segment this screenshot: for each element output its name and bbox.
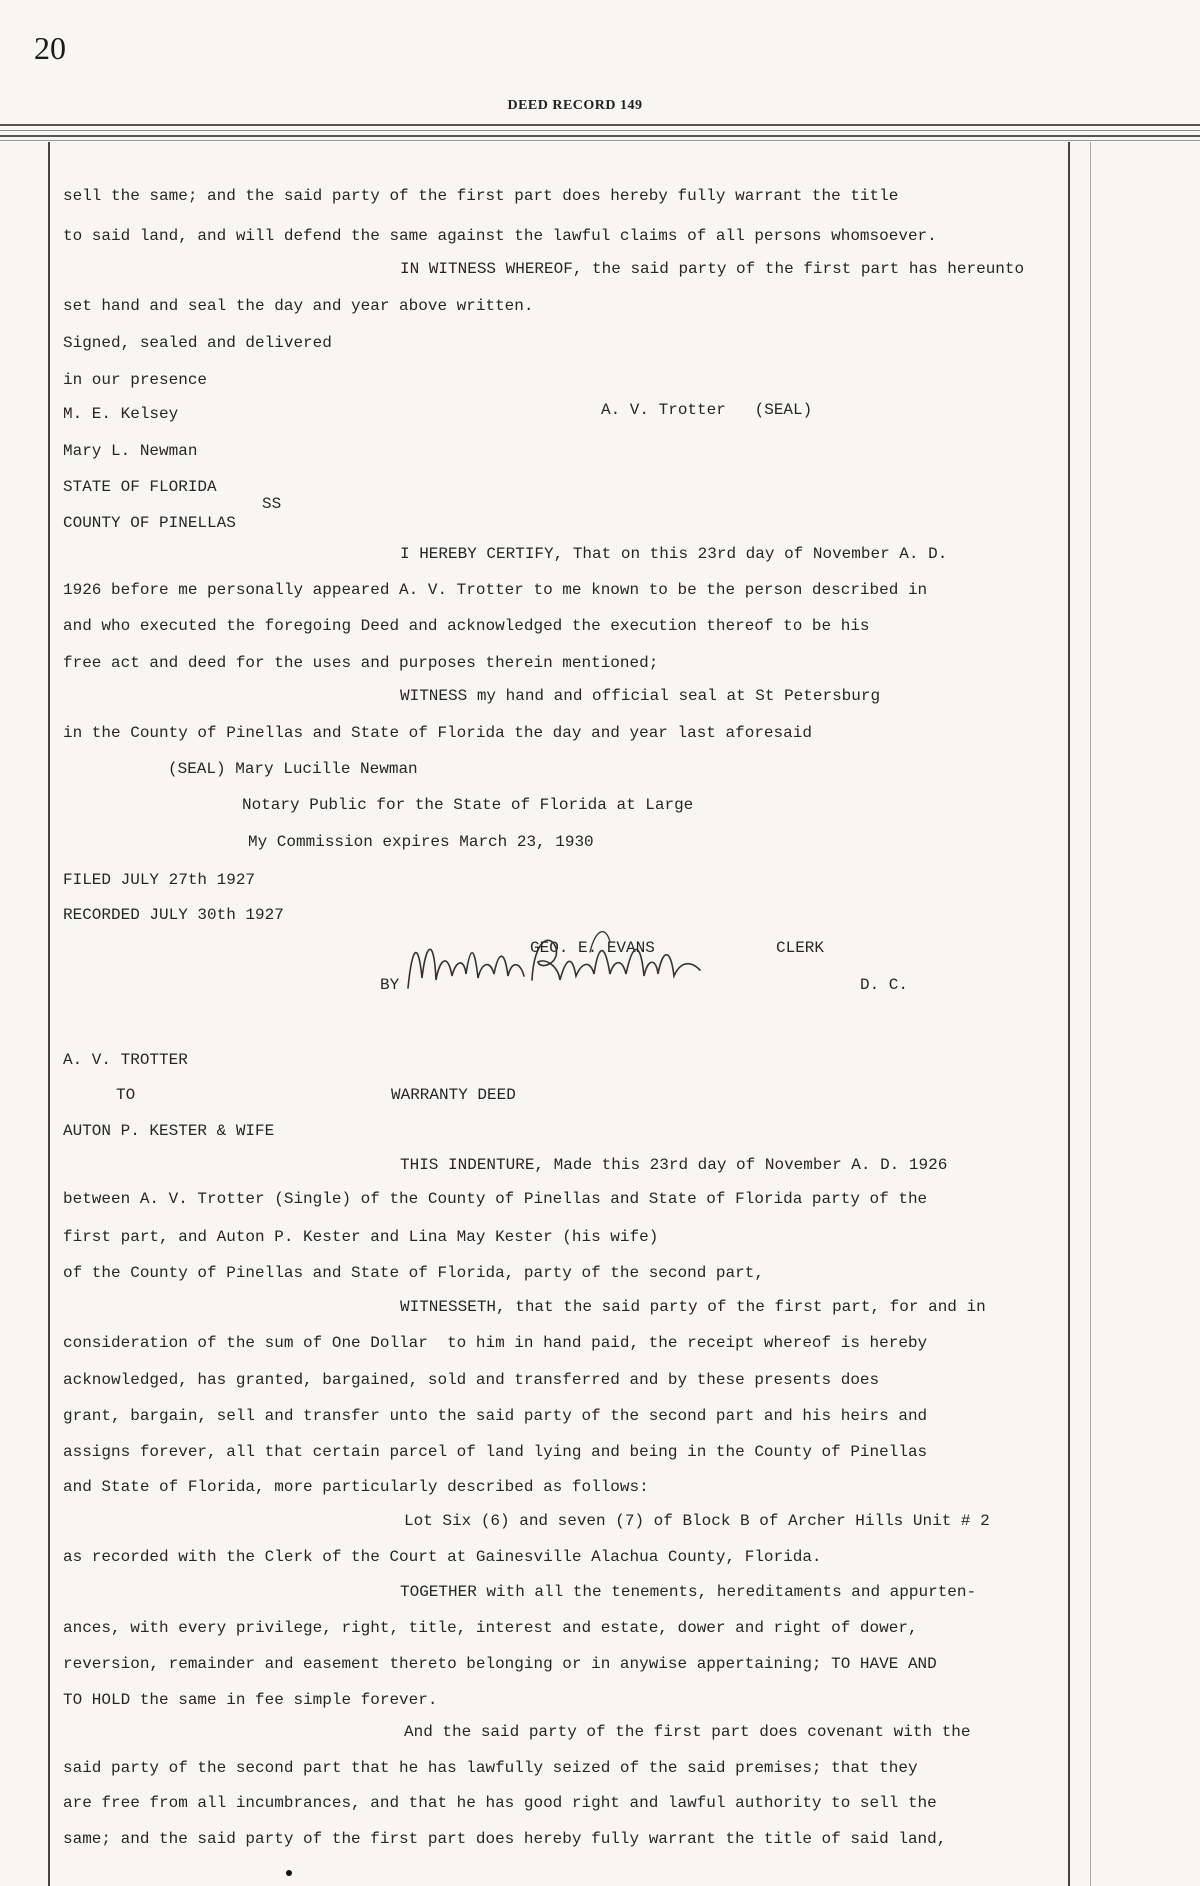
text-line: are free from all incumbrances, and that he has good right and lawful authority to sell the bbox=[63, 1794, 937, 1812]
text-line: of the County of Pinellas and State of Florida, party of the second part, bbox=[63, 1264, 764, 1282]
text-line: Signed, sealed and delivered bbox=[63, 334, 332, 352]
text-line: ances, with every privilege, right, title, interest and estate, dower and right of dower, bbox=[63, 1619, 918, 1637]
text-line: Mary L. Newman bbox=[63, 442, 198, 460]
text-line: consideration of the sum of One Dollar to him in hand paid, the receipt whereof is hereby bbox=[63, 1334, 928, 1352]
text-line: STATE OF FLORIDA bbox=[63, 478, 217, 496]
text-line: first part, and Auton P. Kester and Lina May Kester (his wife) bbox=[63, 1228, 659, 1246]
text-line: IN WITNESS WHEREOF, the said party of the first part has hereunto bbox=[400, 260, 1025, 278]
right-margin-line bbox=[1090, 142, 1091, 1886]
text-line: same; and the said party of the first part does hereby fully warrant the title of said land, bbox=[63, 1830, 947, 1848]
text-line: reversion, remainder and easement thereto belonging or in anywise appertaining; TO HAVE AND bbox=[63, 1655, 937, 1673]
right-margin-line bbox=[1068, 142, 1070, 1886]
text-line: and who executed the foregoing Deed and acknowledged the execution thereof to be his bbox=[63, 617, 870, 635]
text-line: in the County of Pinellas and State of Florida the day and year last aforesaid bbox=[63, 724, 812, 742]
text-line: CLERK bbox=[776, 939, 825, 957]
text-line: TO HOLD the same in fee simple forever. bbox=[63, 1691, 438, 1709]
text-line: said party of the second part that he has lawfully seized of the said premises; that they bbox=[63, 1759, 918, 1777]
text-line: M. E. Kelsey bbox=[63, 405, 179, 423]
text-line: assigns forever, all that certain parcel of land lying and being in the County of Pinellas bbox=[63, 1443, 928, 1461]
text-line: WITNESSETH, that the said party of the first part, for and in bbox=[400, 1298, 986, 1316]
header-rule bbox=[0, 130, 1200, 131]
text-line: and State of Florida, more particularly described as follows: bbox=[63, 1478, 649, 1496]
text-line: RECORDED JULY 30th 1927 bbox=[63, 906, 284, 924]
text-line: I HEREBY CERTIFY, That on this 23rd day of November A. D. bbox=[400, 545, 948, 563]
text-line: And the said party of the first part does covenant with the bbox=[404, 1723, 971, 1741]
text-line: free act and deed for the uses and purposes therein mentioned; bbox=[63, 654, 659, 672]
text-line: SS bbox=[262, 495, 282, 513]
text-line: grant, bargain, sell and transfer unto the said party of the second part and his heirs and bbox=[63, 1407, 928, 1425]
text-line: A. V. Trotter (SEAL) bbox=[601, 401, 813, 419]
text-line: FILED JULY 27th 1927 bbox=[63, 871, 256, 889]
text-line: 1926 before me personally appeared A. V. Trotter to me known to be the person described in bbox=[63, 581, 928, 599]
header-rule bbox=[0, 135, 1200, 137]
text-line: A. V. TROTTER bbox=[63, 1051, 188, 1069]
text-line: TO bbox=[116, 1086, 136, 1104]
header-rule bbox=[0, 140, 1200, 141]
text-line: D. C. bbox=[860, 976, 909, 994]
ink-dot bbox=[286, 1870, 292, 1876]
text-line: Lot Six (6) and seven (7) of Block B of Archer Hills Unit # 2 bbox=[404, 1512, 990, 1530]
text-line: BY bbox=[380, 976, 400, 994]
text-line: My Commission expires March 23, 1930 bbox=[248, 833, 594, 851]
handwritten-signature bbox=[400, 918, 740, 1008]
text-line: GEO. E. EVANS bbox=[530, 939, 655, 957]
text-line: between A. V. Trotter (Single) of the County of Pinellas and State of Florida party of the bbox=[63, 1190, 928, 1208]
text-line: TOGETHER with all the tenements, hereditaments and appurten- bbox=[400, 1583, 977, 1601]
header-rule bbox=[0, 124, 1200, 126]
text-line: Notary Public for the State of Florida at Large bbox=[242, 796, 694, 814]
left-margin-line bbox=[48, 142, 50, 1886]
text-line: THIS INDENTURE, Made this 23rd day of November A. D. 1926 bbox=[400, 1156, 948, 1174]
page-number: 20 bbox=[34, 30, 66, 66]
text-line: COUNTY OF PINELLAS bbox=[63, 514, 236, 532]
text-line: in our presence bbox=[63, 371, 208, 389]
text-line: as recorded with the Clerk of the Court at Gainesville Alachua County, Florida. bbox=[63, 1548, 822, 1566]
text-line: sell the same; and the said party of the first part does hereby fully warrant the title bbox=[63, 187, 899, 205]
text-line: to said land, and will defend the same against the lawful claims of all persons whomsoever. bbox=[63, 227, 937, 245]
text-line: AUTON P. KESTER & WIFE bbox=[63, 1122, 275, 1140]
text-line: set hand and seal the day and year above written. bbox=[63, 297, 534, 315]
text-line: acknowledged, has granted, bargained, sold and transferred and by these presents does bbox=[63, 1371, 880, 1389]
text-line: WARRANTY DEED bbox=[391, 1086, 516, 1104]
text-line: (SEAL) Mary Lucille Newman bbox=[168, 760, 418, 778]
record-title: DEED RECORD 149 bbox=[507, 98, 643, 113]
text-line: WITNESS my hand and official seal at St Petersburg bbox=[400, 687, 881, 705]
